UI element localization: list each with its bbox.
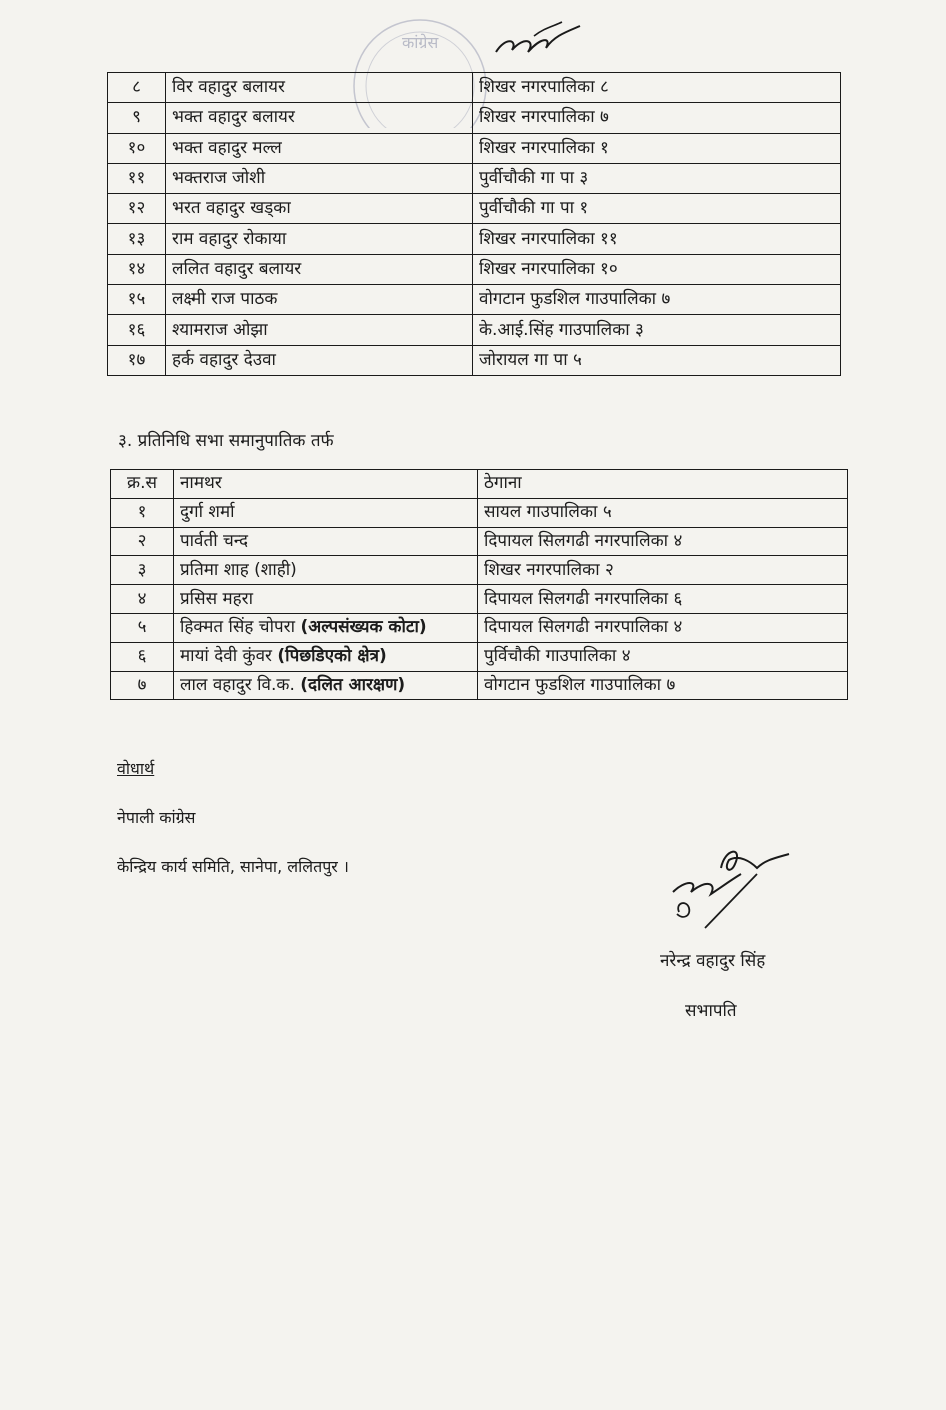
signatory-name: नरेन्द्र वहादुर सिंह: [660, 951, 766, 971]
candidate-address: शिखर नगरपालिका ११: [473, 224, 841, 254]
candidate-address: वोगटान फुडशिल गाउपालिका ७: [478, 671, 848, 700]
quota-note: (पिछडिएको क्षेत्र): [277, 646, 387, 667]
table-row: [111, 556, 848, 585]
table-row: [111, 498, 848, 527]
table-row: [108, 345, 841, 375]
candidate-table-proportional: [110, 469, 848, 700]
serial-number: ४: [111, 585, 174, 614]
header-sn: क्र.स: [111, 470, 174, 499]
candidate-name-cell: [174, 556, 478, 585]
table-row: [108, 254, 841, 284]
fyi-label: वोधार्थ: [117, 759, 155, 778]
candidate-name: भक्त वहादुर मल्ल: [166, 133, 473, 163]
chairman-signature: [665, 840, 795, 940]
serial-number: ६: [111, 642, 174, 671]
candidate-address: वोगटान फुडशिल गाउपालिका ७: [473, 285, 841, 315]
candidate-name-cell: [174, 642, 478, 671]
candidate-name: भरत वहादुर खड्का: [166, 194, 473, 224]
candidate-address: जोरायल गा पा ५: [473, 345, 841, 375]
candidate-address: शिखर नगरपालिका २: [478, 556, 848, 585]
candidate-name: भक्त वहादुर बलायर: [166, 103, 473, 133]
serial-number: ७: [111, 671, 174, 700]
candidate-name-cell: [174, 498, 478, 527]
candidate-address: शिखर नगरपालिका ७: [473, 103, 841, 133]
candidate-address: शिखर नगरपालिका ८: [473, 73, 841, 103]
candidate-name: पार्वती चन्द: [180, 530, 249, 551]
candidate-name: प्रसिस महरा: [180, 588, 254, 609]
serial-number: १६: [108, 315, 166, 345]
candidate-address: दिपायल सिलगढी नगरपालिका ४: [478, 527, 848, 556]
table-row: [108, 315, 841, 345]
candidate-address: पुर्वीचौकी गा पा १: [473, 194, 841, 224]
initials-signature: [488, 14, 588, 64]
table-row: [108, 163, 841, 193]
candidate-address: पुर्विचौकी गाउपालिका ४: [478, 642, 848, 671]
quota-note: (दलित आरक्षण): [300, 674, 406, 695]
party-name: नेपाली कांग्रेस: [117, 808, 196, 827]
serial-number: १०: [108, 133, 166, 163]
table-row: [108, 285, 841, 315]
table-row: [108, 224, 841, 254]
candidate-name: लाल वहादुर वि.क.: [180, 674, 295, 695]
candidate-address: दिपायल सिलगढी नगरपालिका ४: [478, 613, 848, 642]
serial-number: ८: [108, 73, 166, 103]
serial-number: २: [111, 527, 174, 556]
candidate-name: लक्ष्मी राज पाठक: [166, 285, 473, 315]
candidate-name-cell: [174, 585, 478, 614]
candidate-address: के.आई.सिंह गाउपालिका ३: [473, 315, 841, 345]
serial-number: १५: [108, 285, 166, 315]
candidate-name: भक्तराज जोशी: [166, 163, 473, 193]
candidate-name-cell: [174, 613, 478, 642]
serial-number: ३: [111, 556, 174, 585]
candidate-name: श्यामराज ओझा: [166, 315, 473, 345]
candidate-table-fptp: [107, 72, 841, 376]
signatory-title: सभापति: [685, 1001, 737, 1021]
table-row: [111, 642, 848, 671]
candidate-name: दुर्गा शर्मा: [180, 502, 235, 523]
candidate-name: राम वहादुर रोकाया: [166, 224, 473, 254]
candidate-name: प्रतिमा शाह (शाही): [180, 559, 297, 580]
table-row: [111, 671, 848, 700]
serial-number: १७: [108, 345, 166, 375]
serial-number: १: [111, 498, 174, 527]
candidate-name: विर वहादुर बलायर: [166, 73, 473, 103]
serial-number: १४: [108, 254, 166, 284]
table-header-row: [111, 470, 848, 499]
table-row: [108, 194, 841, 224]
table-row: [108, 103, 841, 133]
serial-number: ५: [111, 613, 174, 642]
table-row: [111, 527, 848, 556]
serial-number: १२: [108, 194, 166, 224]
table-row: [111, 613, 848, 642]
candidate-address: दिपायल सिलगढी नगरपालिका ६: [478, 585, 848, 614]
candidate-address: सायल गाउपालिका ५: [478, 498, 848, 527]
table-row: [108, 73, 841, 103]
candidate-address: शिखर नगरपालिका १: [473, 133, 841, 163]
serial-number: ११: [108, 163, 166, 193]
table-row: [111, 585, 848, 614]
quota-note: (अल्पसंख्यक कोटा): [300, 617, 427, 638]
candidate-name: हर्क वहादुर देउवा: [166, 345, 473, 375]
candidate-name: मायां देवी कुंवर: [180, 646, 272, 667]
section-heading: ३. प्रतिनिधि सभा समानुपातिक तर्फ: [118, 431, 334, 451]
candidate-name: हिक्मत सिंह चोपरा: [180, 617, 296, 638]
candidate-address: शिखर नगरपालिका १०: [473, 254, 841, 284]
serial-number: ९: [108, 103, 166, 133]
serial-number: १३: [108, 224, 166, 254]
stamp-text: कांग्रेस: [402, 33, 439, 52]
candidate-address: पुर्वीचौकी गा पा ३: [473, 163, 841, 193]
header-name: नामथर: [174, 470, 478, 499]
header-address: ठेगाना: [478, 470, 848, 499]
table-row: [108, 133, 841, 163]
candidate-name-cell: [174, 527, 478, 556]
candidate-name: ललित वहादुर बलायर: [166, 254, 473, 284]
office-address: केन्द्रिय कार्य समिति, सानेपा, ललितपुर ।: [117, 857, 349, 876]
candidate-name-cell: [174, 671, 478, 700]
